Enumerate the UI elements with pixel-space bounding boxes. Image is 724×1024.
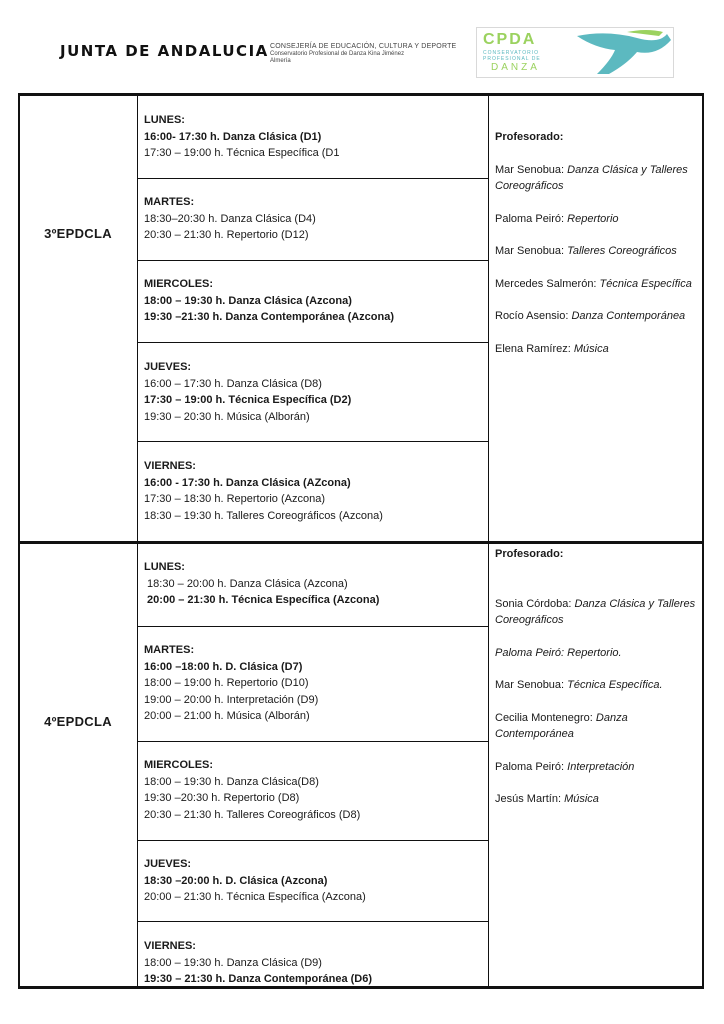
schedule-line: 17:30 – 19:00 h. Técnica Específica (D2) [144,394,352,406]
day-cell-lunes [138,559,488,609]
day-label: JUEVES: [144,858,192,870]
schedule-line: 17:30 – 18:30 h. Repertorio (Azcona) [144,493,326,505]
section-3-epdcla [18,93,704,544]
conservatorio-name: Conservatorio Profesional de Danza Kina Jiménez [270,51,405,58]
teachers-title: Profesorado: [495,131,564,143]
schedule-table [18,93,704,989]
consejeria-block [270,43,470,65]
teacher-entry: Paloma Peiró: Interpretación [495,760,635,773]
day-label: MARTES: [144,196,195,208]
schedule-line: 19:00 – 20:00 h. Interpretación (D9) [144,693,319,706]
schedule-line: 18:30–20:30 h. Danza Clásica (D4) [144,212,316,225]
teacher-entry: Sonia Córdoba: Danza Clásica y Talleres Coreográficos [495,597,696,626]
schedule-line: 20:30 – 21:30 h. Repertorio (D12) [144,229,309,241]
day-label: VIERNES: [144,940,196,952]
day-cell-martes [138,194,488,244]
day-label: MIERCOLES: [144,278,214,290]
schedule-line: 20:00 – 21:30 h. Técnica Específica (Azcona) [144,891,366,903]
teacher-entry: Paloma Peiró: Repertorio [495,212,619,225]
schedule-line: 18:00 – 19:00 h. Repertorio (D10) [144,677,309,689]
day-label: LUNES: [144,561,185,573]
teachers-cell [495,129,700,357]
teachers-cell [495,546,700,808]
schedule-line: 16:00 – 17:30 h. Danza Clásica (D8) [144,377,322,390]
day-label: LUNES: [144,114,185,126]
teacher-entry: Cecilia Montenegro: Danza Contemporánea [495,711,628,740]
course-label: 4ºEPDCLA [44,714,112,729]
schedule-line: 20:00 – 21:00 h. Música (Alborán) [144,710,310,722]
day-cell-miercoles [138,276,488,326]
schedule-line: 16:00 - 17:30 h. Danza Clásica (AZcona) [144,476,351,489]
row-divider [138,840,488,841]
schedule-line: 16:00- 17:30 h. Danza Clásica (D1) [144,130,322,143]
row-divider [138,178,488,179]
day-cell-viernes [138,458,488,524]
day-label: MARTES: [144,644,195,656]
row-divider [138,741,488,742]
day-cell-martes [138,642,488,725]
day-cell-viernes [138,938,488,988]
row-divider [138,626,488,627]
schedule-line: 16:00 –18:00 h. D. Clásica (D7) [144,660,303,673]
teacher-entry: Paloma Peiró: Repertorio. [495,646,622,659]
teacher-entry: Mar Senobua: Talleres Coreográficos [495,245,677,257]
schedule-line: 20:30 – 21:30 h. Talleres Coreográficos (D8) [144,808,361,821]
schedule-line: 18:00 – 19:30 h. Danza Clásica(D8) [144,775,319,788]
day-label: VIERNES: [144,460,196,472]
logo-acronym: CPDA [483,31,537,48]
logo-line-1: CONSERVATORIO [483,50,539,56]
schedule-line: 18:30 –20:00 h. D. Clásica (Azcona) [144,874,328,887]
course-label: 3ºEPDCLA [44,226,112,241]
section-4-epdcla [18,541,704,989]
teacher-entry: Elena Ramírez: Música [495,342,609,355]
schedule-line: 19:30 –21:30 h. Danza Contemporánea (Azcona) [144,311,395,323]
day-cell-jueves [138,856,488,906]
day-label: MIERCOLES: [144,759,214,771]
schedule-line: 18:30 – 19:30 h. Talleres Coreográficos (Azcona) [144,509,383,522]
day-label: JUEVES: [144,361,192,373]
schedule-line: 18:00 – 19:30 h. Danza Clásica (Azcona) [144,294,352,307]
schedule-line: 19:30 – 21:30 h. Danza Contemporánea (D6) [144,973,373,985]
logo-line-2: PROFESIONAL DE [483,56,541,62]
junta-andalucia-logo-text: JUNTA DE ANDALUCIA [60,42,269,60]
teacher-entry: Mercedes Salmerón: Técnica Específica [495,277,692,290]
teacher-entry: Rocío Asensio: Danza Contemporánea [495,310,686,322]
city-name: Almería [270,57,291,64]
logo-word: DANZA [491,62,540,73]
row-divider [138,441,488,442]
teachers-title: Profesorado: [495,548,564,560]
day-cell-jueves [138,359,488,425]
teacher-entry: Mar Senobua: Danza Clásica y Talleres Coreográficos [495,163,688,192]
schedule-line: 18:00 – 19:30 h. Danza Clásica (D9) [144,956,322,969]
schedule-line: 20:00 – 21:30 h. Técnica Específica (Azcona) [144,594,380,606]
day-cell-miercoles [138,757,488,823]
page-header [0,0,724,92]
teacher-entry: Mar Senobua: Técnica Específica. [495,679,663,691]
day-cell-lunes [138,112,488,162]
schedule-line: 17:30 – 19:00 h. Técnica Específica (D1 [144,147,340,159]
row-divider [138,342,488,343]
consejeria-name: CONSEJERÍA DE EDUCACIÓN, CULTURA Y DEPORTE [270,43,457,50]
cpda-logo [476,27,674,78]
row-divider [138,260,488,261]
schedule-line: 19:30 –20:30 h. Repertorio (D8) [144,792,300,804]
schedule-line: 18:30 – 20:00 h. Danza Clásica (Azcona) [144,577,348,590]
row-divider [138,921,488,922]
teacher-entry: Jesús Martín: Música [495,793,599,805]
schedule-line: 19:30 – 20:30 h. Música (Alborán) [144,410,310,423]
